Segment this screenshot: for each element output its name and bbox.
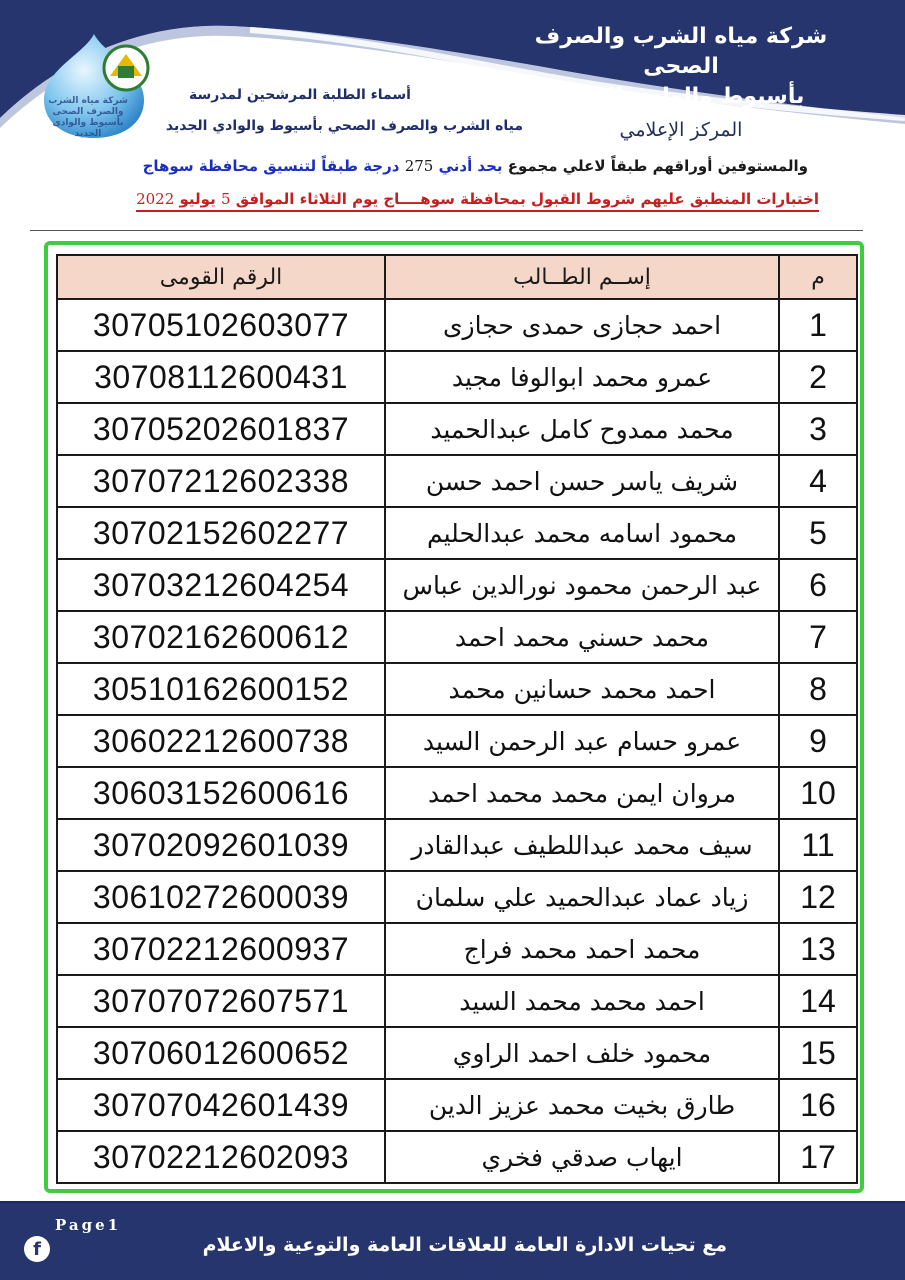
- national-id-cell: 30702162600612: [57, 611, 385, 663]
- serial-cell: 14: [779, 975, 857, 1027]
- table-row: [57, 1079, 857, 1131]
- serial-cell: 15: [779, 1027, 857, 1079]
- student-name-cell: احمد حجازى حمدى حجازى: [385, 299, 779, 351]
- national-id-cell: 30707042601439: [57, 1079, 385, 1131]
- table-frame: [44, 241, 864, 1193]
- serial-cell: 17: [779, 1131, 857, 1183]
- student-name-cell: محمد حسني محمد احمد: [385, 611, 779, 663]
- exam-month: يوليو: [179, 190, 216, 208]
- student-name-cell: عمرو حسام عبد الرحمن السيد: [385, 715, 779, 767]
- student-name-cell: طارق بخيت محمد عزيز الدين: [385, 1079, 779, 1131]
- table-row: [57, 871, 857, 923]
- national-id-cell: 30602212600738: [57, 715, 385, 767]
- company-name-line2: بأسيوط والوادى الجديد: [557, 84, 805, 109]
- national-id-cell: 30703212604254: [57, 559, 385, 611]
- national-id-cell: 30705202601837: [57, 403, 385, 455]
- student-name-cell: احمد محمد محمد السيد: [385, 975, 779, 1027]
- facebook-icon[interactable]: f: [24, 1236, 50, 1262]
- table-header-row: [57, 255, 857, 299]
- students-table: [56, 254, 858, 1184]
- table-row: [57, 507, 857, 559]
- condition-text-2: بحد أدني: [438, 157, 503, 175]
- serial-cell: 7: [779, 611, 857, 663]
- national-id-cell: 30708112600431: [57, 351, 385, 403]
- serial-cell: 8: [779, 663, 857, 715]
- student-name-cell: محمود خلف احمد الراوي: [385, 1027, 779, 1079]
- table-row: [57, 611, 857, 663]
- exam-text: اختبارات المنطبق عليهم شروط القبول بمحافظة سوهــــاج يوم الثلاثاء الموافق: [235, 190, 819, 208]
- serial-cell: 1: [779, 299, 857, 351]
- table-row: [57, 559, 857, 611]
- serial-cell: 3: [779, 403, 857, 455]
- national-id-cell: 30706012600652: [57, 1027, 385, 1079]
- table-row: [57, 819, 857, 871]
- serial-cell: 5: [779, 507, 857, 559]
- company-name-line1: شركة مياه الشرب والصرف الصحى: [534, 24, 828, 79]
- table-row: [57, 351, 857, 403]
- serial-cell: 2: [779, 351, 857, 403]
- table-row: [57, 663, 857, 715]
- exam-day: 5: [220, 190, 231, 208]
- student-name-cell: محمد ممدوح كامل عبدالحميد: [385, 403, 779, 455]
- serial-cell: 9: [779, 715, 857, 767]
- exam-announcement: [136, 190, 819, 212]
- student-name-cell: سيف محمد عبداللطيف عبدالقادر: [385, 819, 779, 871]
- national-id-cell: 30707072607571: [57, 975, 385, 1027]
- student-name-cell: مروان ايمن محمد محمد احمد: [385, 767, 779, 819]
- exam-year: 2022: [136, 190, 175, 208]
- student-name-cell: محمود اسامه محمد عبدالحليم: [385, 507, 779, 559]
- student-name-cell: شريف ياسر حسن احمد حسن: [385, 455, 779, 507]
- serial-cell: 16: [779, 1079, 857, 1131]
- school-name: مياه الشرب والصرف الصحي بأسيوط والوادي الجديد: [165, 118, 523, 134]
- national-id-cell: 30705102603077: [57, 299, 385, 351]
- national-id-cell: 30702212602093: [57, 1131, 385, 1183]
- student-name-cell: ايهاب صدقي فخري: [385, 1131, 779, 1183]
- header-divider: [30, 230, 863, 231]
- serial-cell: 6: [779, 559, 857, 611]
- page-number: Page1: [55, 1216, 122, 1234]
- serial-cell: 4: [779, 455, 857, 507]
- table-row: [57, 403, 857, 455]
- table-row: [57, 767, 857, 819]
- national-id-cell: 30707212602338: [57, 455, 385, 507]
- table-row: [57, 715, 857, 767]
- serial-cell: 12: [779, 871, 857, 923]
- national-id-cell: 30702092601039: [57, 819, 385, 871]
- national-id-cell: 30610272600039: [57, 871, 385, 923]
- table-row: [57, 1131, 857, 1183]
- company-name-block: [501, 22, 861, 146]
- header-student-name: إســم الطــالب: [385, 255, 779, 299]
- student-name-cell: عمرو محمد ابوالوفا مجيد: [385, 351, 779, 403]
- header-serial: م: [779, 255, 857, 299]
- student-name-cell: احمد محمد حسانين محمد: [385, 663, 779, 715]
- logo-caption: شركة مياه الشرب والصرف الصحى بأسيوط والوادى الجديد: [48, 96, 128, 139]
- table-row: [57, 455, 857, 507]
- condition-text-3: درجة طبقاً لتنسيق محافظة سوهاج: [142, 157, 400, 175]
- student-name-cell: زياد عماد عبدالحميد علي سلمان: [385, 871, 779, 923]
- national-id-cell: 30702212600937: [57, 923, 385, 975]
- serial-cell: 13: [779, 923, 857, 975]
- candidates-title: أسماء الطلبة المرشحين لمدرسة: [189, 87, 411, 103]
- header-national-id: الرقم القومى: [57, 255, 385, 299]
- admission-condition: [143, 157, 808, 175]
- serial-cell: 10: [779, 767, 857, 819]
- student-name-cell: محمد احمد محمد فراج: [385, 923, 779, 975]
- serial-cell: 11: [779, 819, 857, 871]
- national-id-cell: 30510162600152: [57, 663, 385, 715]
- minimum-score: 275: [404, 157, 434, 175]
- table-row: [57, 299, 857, 351]
- student-name-cell: عبد الرحمن محمود نورالدين عباس: [385, 559, 779, 611]
- footer-greeting: مع تحيات الادارة العامة للعلاقات العامة والتوعية والاعلام: [202, 1234, 727, 1256]
- table-row: [57, 923, 857, 975]
- media-center-label: المركز الإعلامي: [619, 119, 743, 141]
- national-id-cell: 30603152600616: [57, 767, 385, 819]
- condition-text-1: والمستوفين أوراقهم طبقاً لاعلي مجموع: [507, 157, 808, 175]
- national-id-cell: 30702152602277: [57, 507, 385, 559]
- table-row: [57, 975, 857, 1027]
- table-row: [57, 1027, 857, 1079]
